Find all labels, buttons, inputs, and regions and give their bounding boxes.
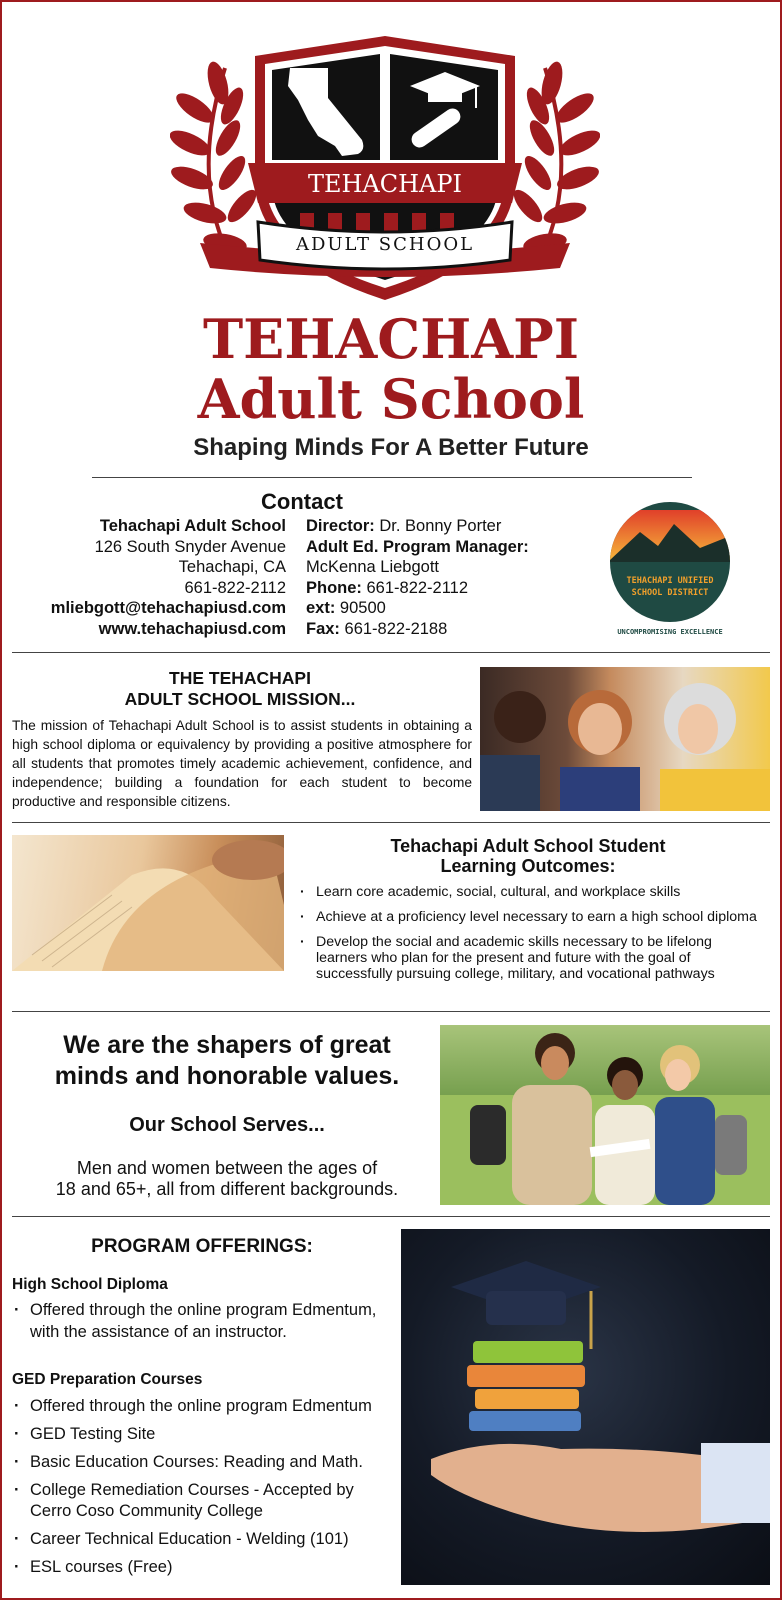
ext-label: ext:	[306, 599, 336, 617]
crest-top-text: TEHACHAPI	[307, 170, 463, 198]
ged-list	[12, 1396, 397, 1578]
contact-website-link[interactable]: www.tehachapiusd.com	[98, 619, 286, 638]
mission-heading	[12, 668, 468, 710]
contact-heading: Contact	[261, 489, 343, 514]
fax-value: 661-822-2188	[339, 619, 448, 638]
hsd-list	[12, 1300, 397, 1343]
list-item: · Career Technical Education - Welding (101)	[12, 1529, 397, 1550]
school-crest-logo	[170, 28, 600, 303]
divider	[12, 822, 770, 823]
director-label: Director:	[306, 517, 375, 535]
school-title-line2: Adult School	[197, 367, 585, 431]
contact-staff-block	[306, 516, 586, 639]
programs-heading: PROGRAM OFFERINGS:	[91, 1236, 313, 1257]
manager-label: Adult Ed. Program Manager:	[306, 537, 529, 556]
tagline: Shaping Minds For A Better Future	[193, 434, 589, 461]
manager-name: McKenna Liebgott	[306, 558, 440, 576]
list-item: · Offered through the online program Edmentum, with the assistance of an instructor.	[12, 1300, 397, 1343]
contact-city: Tehachapi, CA	[178, 558, 286, 576]
contact-address-block	[20, 516, 286, 639]
open-book-photo	[12, 835, 284, 971]
shapers-heading	[12, 1030, 442, 1092]
list-item: · Basic Education Courses: Reading and Math.	[12, 1452, 397, 1473]
ged-heading: GED Preparation Courses	[12, 1371, 203, 1388]
divider	[12, 1216, 770, 1217]
serves-text	[12, 1158, 442, 1200]
list-item: · ESL courses (Free)	[12, 1557, 397, 1578]
outcomes-heading-line2: Learning Outcomes:	[440, 856, 616, 876]
list-item: · Develop the social and academic skills necessary to be lifelong learners who plan for the present and future with the goal of successfully pursuing college, military, and vocational pathways	[298, 934, 762, 982]
serves-line2: 18 and 65+, all from different backgrounds.	[55, 1179, 399, 1199]
director-name: Dr. Bonny Porter	[374, 517, 502, 535]
district-name-line2: SCHOOL DISTRICT	[631, 588, 709, 598]
mission-heading-line1: THE TEHACHAPI	[169, 668, 311, 688]
district-logo	[600, 500, 740, 640]
contact-school-name: Tehachapi Adult School	[99, 517, 286, 535]
contact-phone: 661-822-2112	[184, 578, 286, 597]
serves-line1: Men and women between the ages of	[76, 1158, 378, 1178]
shapers-line1: We are the shapers of great	[63, 1031, 391, 1059]
divider	[12, 652, 770, 653]
outcomes-heading	[296, 836, 760, 876]
list-item: · Offered through the online program Edmentum	[12, 1396, 397, 1417]
divider	[92, 477, 692, 478]
phone-label: Phone:	[306, 578, 362, 597]
mission-body: The mission of Tehachapi Adult School is to assist students in obtaining a high school diploma or equivalency by providing a positive atmosphere for all students that promotes timely academic achievement, confidence, and independence; building a foundation for each student to become productive and responsible citizens.	[12, 718, 472, 809]
contact-email-link[interactable]: mliebgott@tehachapiusd.com	[50, 599, 286, 617]
outcomes-heading-line1: Tehachapi Adult School Student	[390, 836, 666, 856]
hsd-heading: High School Diploma	[12, 1276, 168, 1293]
ext-value: 90500	[335, 599, 386, 617]
graduation-books-photo	[401, 1229, 770, 1585]
list-item: · GED Testing Site	[12, 1424, 397, 1445]
district-motto: UNCOMPROMISING EXCELLENCE	[617, 628, 723, 636]
phone-value: 661-822-2112	[361, 578, 469, 597]
list-item: · College Remediation Courses - Accepted by Cerro Coso Community College	[12, 1480, 397, 1522]
fax-label: Fax:	[306, 619, 340, 638]
list-item: · Achieve at a proficiency level necessary to earn a high school diploma	[298, 909, 762, 925]
school-title-line1: TEHACHAPI	[202, 307, 580, 371]
outcomes-list	[298, 884, 762, 982]
crest-bottom-text: ADULT SCHOOL	[295, 234, 475, 255]
list-item: · Learn core academic, social, cultural, and workplace skills	[298, 884, 762, 900]
shapers-line2: minds and honorable values.	[54, 1062, 400, 1090]
mission-heading-line2: ADULT SCHOOL MISSION...	[124, 689, 356, 709]
contact-street: 126 South Snyder Avenue	[94, 537, 286, 556]
divider	[12, 1011, 770, 1012]
students-outdoor-photo	[440, 1025, 770, 1205]
students-photo	[480, 667, 770, 811]
serves-heading: Our School Serves...	[129, 1114, 325, 1136]
district-name-line1: TEHACHAPI UNIFIED	[626, 576, 714, 586]
